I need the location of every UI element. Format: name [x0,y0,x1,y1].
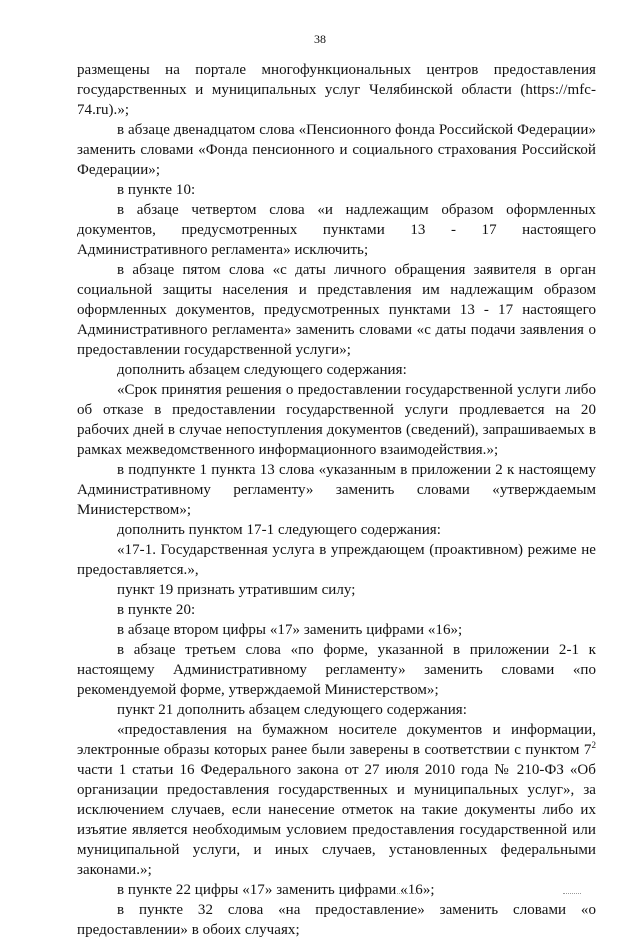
paragraph: дополнить абзацем следующего содержания: [117,362,407,378]
paragraph: в пункте 32 слова «на предоставление» заменить словами «о предоставлении» в обоих случаях; [77,902,596,938]
paragraph: «17-1. Государственная услуга в упреждающем (проактивном) режиме не предоставляется.», [77,542,596,578]
paragraph: в пункте 10: [117,182,196,198]
paragraph: в пункте 22 цифры «17» заменить цифрами «16»; [117,882,435,898]
paragraph: в абзаце двенадцатом слова «Пенсионного фонда Российской Федерации» заменить словами «Фонда пенсионного и социального страхования Российской Федерации»; [77,122,596,178]
document-body [77,60,596,940]
footer-dotted-mark [563,893,581,894]
paragraph-text-before-superscript: «предоставления на бумажном носителе документов и информации, электронные образы которых ранее были заверены в соответствии с пунктом 7 [77,722,596,758]
paragraph: в абзаце втором цифры «17» заменить цифрами «16»; [117,622,463,638]
paragraph-text-after-superscript: части 1 статьи 16 Федерального закона от 27 июля 2010 года № 210-ФЗ «Об организации предоставления государственных и муниципальных услуг», за исключением случаев, если нанесение отметок на такие документы либо их изъятие является необходимым условием предоставления государственной или муниципальной услуги, и иных случаев, установленных федеральными законами.»; [77,762,596,878]
paragraph: «Срок принятия решения о предоставлении государственной услуги либо об отказе в предоставлении государственной услуги продлевается на 20 рабочих дней в случае непоступления документов (сведений), запрашиваемых в рамках межведомственного информационного взаимодействия.»; [77,382,596,458]
paragraph: в абзаце пятом слова «с даты личного обращения заявителя в орган социальной защиты населения и представления им надлежащим образом оформленных документов, предусмотренных пунктами 13 - 17 настоящего Административного регламента» заменить словами «с даты подачи заявления о предоставлении государственной услуги»; [77,262,596,358]
paragraph: в абзаце третьем слова «по форме, указанной в приложении 2-1 к настоящему Административному регламенту» заменить словами «по рекомендуемой форме, утверждаемой Министерством»; [77,642,596,698]
paragraph: размещены на портале многофункциональных центров предоставления государственных и муниципальных услуг Челябинской области (https://mfc-74.ru).»; [77,62,596,118]
paragraph: пункт 19 признать утратившим силу; [117,582,356,598]
paragraph: пункт 21 дополнить абзацем следующего содержания: [117,702,467,718]
paragraph-with-footnote-reference [77,720,596,880]
paragraph: в абзаце четвертом слова «и надлежащим образом оформленных документов, предусмотренных пунктами 13 - 17 настоящего Административного регламента» исключить; [77,202,596,258]
paragraph: в подпункте 1 пункта 13 слова «указанным в приложении 2 к настоящему Административному регламенту» заменить словами «утверждаемым Министерством»; [77,462,596,518]
paragraph: в пункте 20: [117,602,196,618]
paragraph: дополнить пунктом 17-1 следующего содержания: [117,522,441,538]
page-number: 38 [314,32,326,46]
superscript-2: 2 [591,740,596,750]
footer-dotted-line [370,893,420,894]
